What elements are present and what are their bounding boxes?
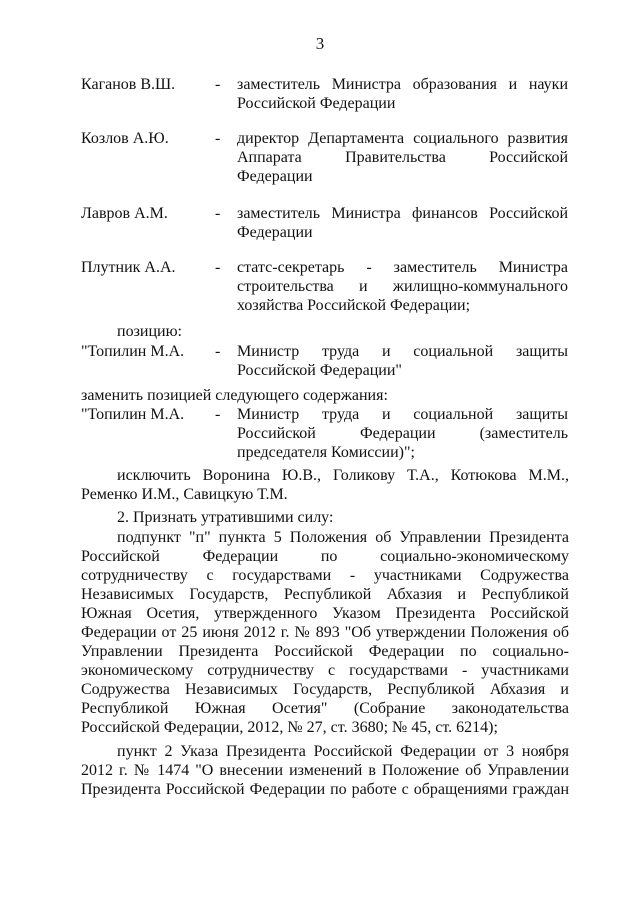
member-dash: - — [215, 205, 221, 222]
member-dash: - — [215, 76, 221, 93]
paragraph-line: Федерации от 25 июня 2012 г. № 893 "Об утверждении Положения об — [81, 624, 569, 641]
position-line: заместитель Министра образования и науки — [237, 76, 568, 93]
page-number: 3 — [315, 34, 325, 53]
member-entry — [81, 75, 569, 115]
member-name: Каганов В.Ш. — [81, 76, 176, 93]
member-name: Козлов А.Ю. — [81, 130, 169, 147]
member-position — [237, 75, 568, 113]
paragraph-line: Южная Осетия, утвержденного Указом Президента Российской — [81, 605, 569, 622]
paragraph-line: Президента Российской Федерации по работе с обращениями граждан — [81, 781, 569, 798]
section-2-title: 2. Признать утратившими силу: — [117, 509, 334, 526]
position-line: Аппарата Правительства Российской — [237, 149, 568, 166]
position-line: Федерации — [237, 168, 313, 185]
member-entry — [81, 204, 569, 244]
member-name: "Топилин М.А. — [81, 406, 185, 423]
member-dash: - — [215, 130, 221, 147]
paragraph-line: исключить Воронина Ю.В., Голикову Т.А., Котюкова М.М., — [117, 467, 569, 484]
paragraph-line: сотрудничеству с государствами - участниками Содружества — [81, 567, 569, 584]
member-position — [237, 204, 568, 242]
new-position-entry — [81, 405, 569, 465]
paragraph-line: 2012 г. № 1474 "О внесении изменений в Положение об Управлении — [81, 762, 569, 779]
exclude-paragraph — [81, 466, 569, 504]
position-line: строительства и жилищно-коммунального — [237, 278, 568, 295]
paragraph-line: Российской Федерации по социально-экономическому — [81, 548, 569, 565]
position-line: председателя Комиссии)"; — [237, 444, 415, 461]
member-dash: - — [215, 259, 221, 276]
position-line: директор Департамента социального развития — [237, 130, 568, 147]
paragraph-line: экономическому сотрудничеству с государствами - участниками — [81, 662, 569, 679]
member-entry — [81, 129, 569, 189]
subpoint-paragraph — [81, 528, 569, 737]
member-entry — [81, 258, 569, 318]
paragraph-line: Содружества Независимых Государств, Республикой Абхазия и — [81, 681, 569, 698]
position-line: Российской Федерации (заместитель — [237, 425, 568, 442]
member-name: Плутник А.А. — [81, 259, 176, 276]
old-position-entry — [81, 342, 569, 382]
position-label: позицию: — [117, 323, 182, 340]
member-dash: - — [215, 343, 221, 360]
position-line: Федерации — [237, 224, 313, 241]
position-line: статс-секретарь - заместитель Министра — [237, 259, 568, 276]
point-2-paragraph — [81, 742, 569, 799]
paragraph-line: Ременко И.М., Савицкую Т.М. — [81, 486, 288, 503]
position-line: Министр труда и социальной защиты — [237, 406, 568, 423]
position-line: Министр труда и социальной защиты — [237, 343, 568, 360]
member-position — [237, 342, 568, 380]
member-position — [237, 129, 568, 186]
paragraph-line: пункт 2 Указа Президента Российской Федерации от 3 ноября — [117, 743, 569, 760]
paragraph-line: подпункт "п" пункта 5 Положения об Управлении Президента — [117, 529, 569, 546]
position-line: хозяйства Российской Федерации; — [237, 297, 471, 314]
position-line: заместитель Министра финансов Российской — [237, 205, 568, 222]
member-position — [237, 258, 568, 315]
replace-label: заменить позицией следующего содержания: — [81, 387, 388, 404]
member-name: "Топилин М.А. — [81, 343, 185, 360]
member-name: Лавров А.М. — [81, 205, 168, 222]
paragraph-line: Независимых Государств, Республикой Абхазия и Республикой — [81, 586, 569, 603]
paragraph-line: Управлении Президента Российской Федерации по социально- — [81, 643, 569, 660]
member-position — [237, 405, 568, 462]
paragraph-line: Республикой Южная Осетия" (Собрание законодательства — [81, 700, 569, 717]
member-dash: - — [215, 406, 221, 423]
position-line: Российской Федерации — [237, 95, 396, 112]
paragraph-line: Российской Федерации, 2012, № 27, ст. 3680; № 45, ст. 6214); — [81, 719, 498, 736]
position-line: Российской Федерации" — [237, 362, 402, 379]
